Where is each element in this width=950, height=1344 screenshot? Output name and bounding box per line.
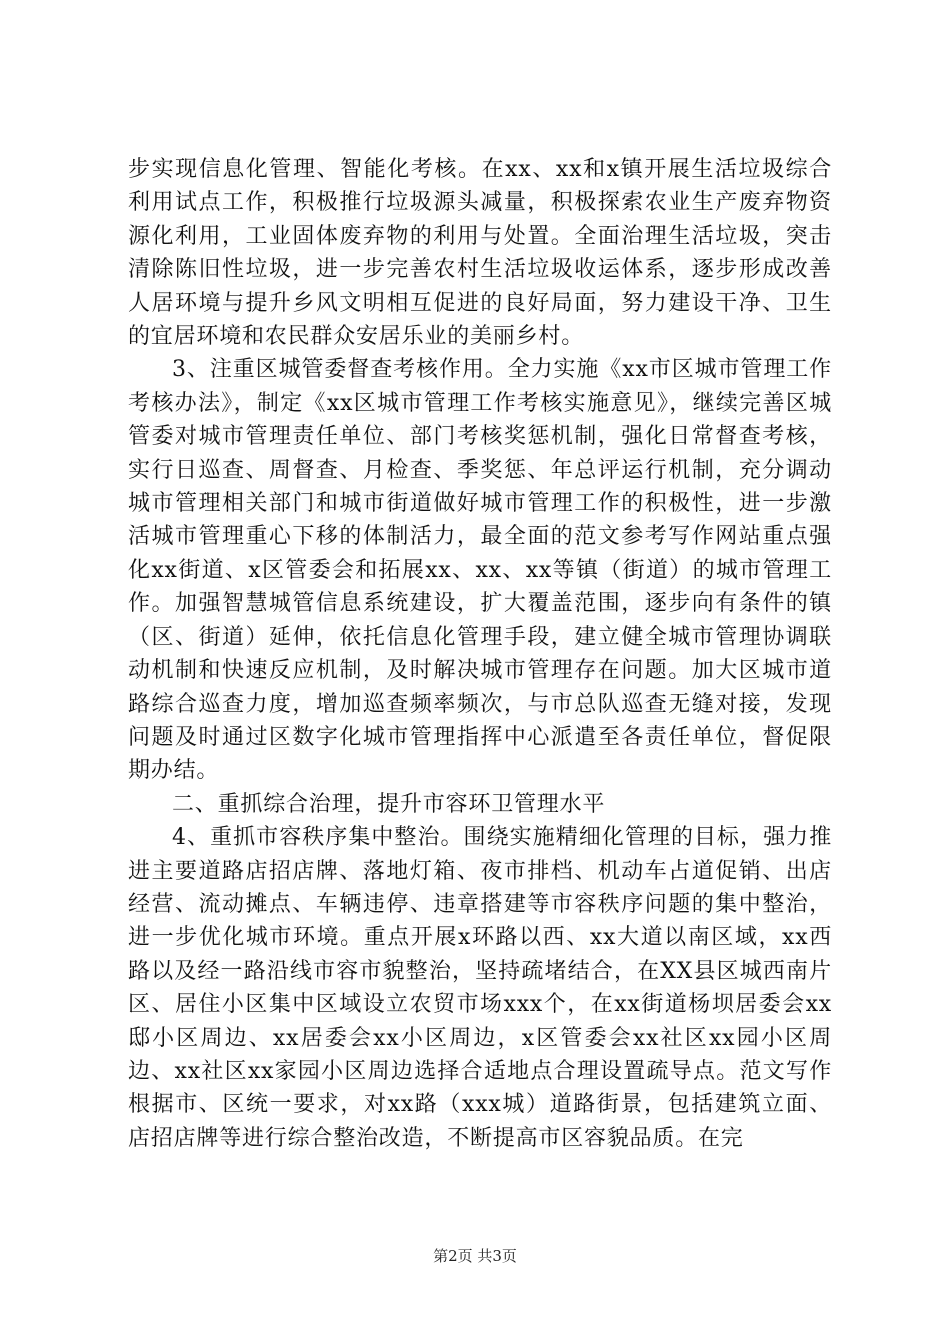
paragraph-4: 4、重抓市容秩序集中整治。围绕实施精细化管理的目标，强力推进主要道路店招店牌、落地灯箱、夜市排档、机动车占道促销、出店经营、流动摊点、车辆违停、违章搭建等市容秩序问题的集中整治，进一步优化城市环境。重点开展x环路以西、xx大道以南区域，xx西路以及经一路沿线市容市貌整治，坚持疏堵结合，在XX县区城西南片区、居住小区集中区域设立农贸市场xxx个，在xx街道杨坝居委会xx邸小区周边、xx居委会xx小区周边，x区管委会xx社区xx园小区周边、xx社区xx家园小区周边选择合适地点合理设置疏导点。范文写作根据市、区统一要求，对xx路（xxx城）道路街景，包括建筑立面、店招店牌等进行综合整治改造，不断提高市区容貌品质。在完	[128, 825, 832, 1151]
paragraph-2: 3、注重区城管委督查考核作用。全力实施《xx市区城市管理工作考核办法》，制定《xx区城市管理工作考核实施意见》，继续完善区城管委对城市管理责任单位、部门考核奖惩机制，强化日常督查考核，实行日巡查、周督查、月检查、季奖惩、年总评运行机制，充分调动城市管理相关部门和城市街道做好城市管理工作的积极性，进一步激活城市管理重心下移的体制活力，最全面的范文参考写作网站重点强化xx街道、x区管委会和拓展xx、xx、xx等镇（街道）的城市管理工作。加强智慧城管信息系统建设，扩大覆盖范围，逐步向有条件的镇（区、街道）延伸，依托信息化管理手段，建立健全城市管理协调联动机制和快速反应机制，及时解决城市管理存在问题。加大区城市道路综合巡查力度，增加巡查频率频次，与市总队巡查无缝对接，发现问题及时通过区数字化城市管理指挥中心派遣至各责任单位，督促限期办结。	[128, 357, 832, 784]
paragraph-1: 步实现信息化管理、智能化考核。在xx、xx和x镇开展生活垃圾综合利用试点工作，积极推行垃圾源头减量，积极探索农业生产废弃物资源化利用，工业固体废弃物的利用与处置。全面治理生活垃圾，突击清除陈旧性垃圾，进一步完善农村生活垃圾收运体系，逐步形成改善人居环境与提升乡风文明相互促进的良好局面，努力建设干净、卫生的宜居环境和农民群众安居乐业的美丽乡村。	[128, 157, 832, 350]
section-heading: 二、重抓综合治理，提升市容环卫管理水平	[172, 791, 606, 817]
page-number-footer: 第2页 共3页	[433, 1247, 517, 1265]
document-body	[128, 153, 832, 1155]
